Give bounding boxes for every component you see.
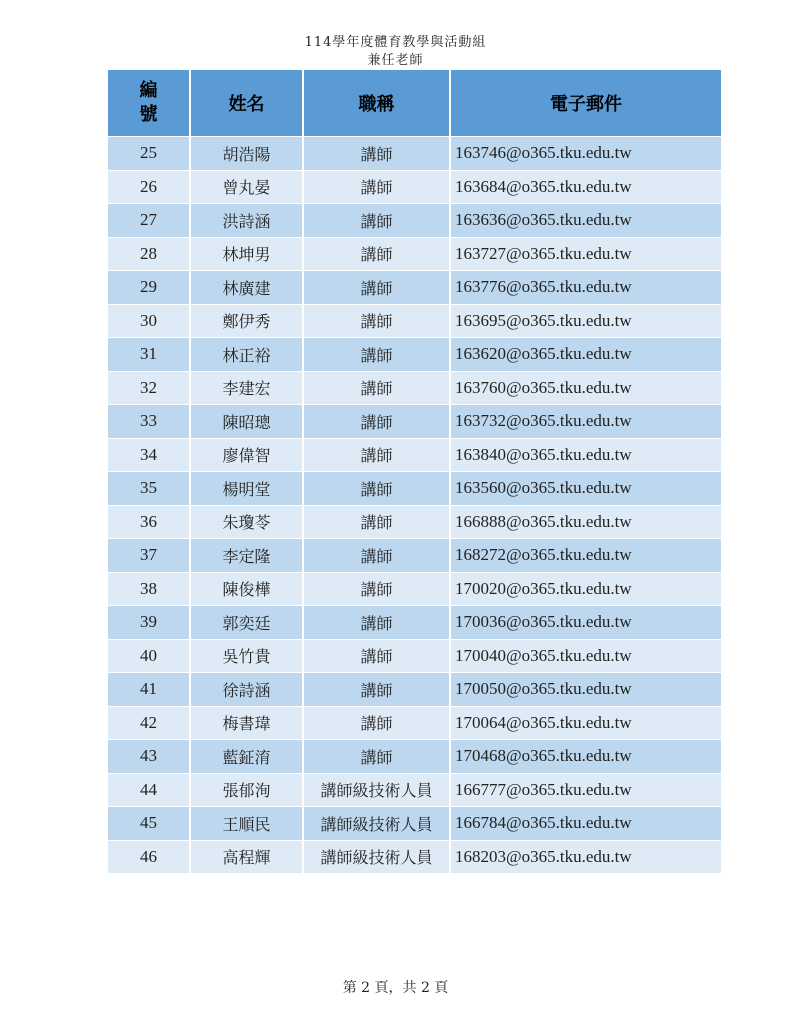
cell-email: 170040@o365.tku.edu.tw <box>450 639 721 673</box>
cell-number: 25 <box>108 137 190 171</box>
cell-name: 胡浩陽 <box>190 137 303 171</box>
table-row <box>108 371 721 405</box>
cell-email: 163695@o365.tku.edu.tw <box>450 304 721 338</box>
table-row <box>108 271 721 305</box>
cell-number: 28 <box>108 237 190 271</box>
cell-email: 163732@o365.tku.edu.tw <box>450 405 721 439</box>
cell-title: 講師 <box>303 170 450 204</box>
cell-number: 27 <box>108 204 190 238</box>
table-row <box>108 304 721 338</box>
cell-name: 陳俊樺 <box>190 572 303 606</box>
cell-name: 藍鉦淯 <box>190 740 303 774</box>
page-number: 第 2 頁，共 2 頁 <box>342 980 449 996</box>
table-row <box>108 639 721 673</box>
table-row <box>108 170 721 204</box>
cell-title: 講師 <box>303 338 450 372</box>
table-row <box>108 137 721 171</box>
table-row <box>108 539 721 573</box>
document-subtitle: 兼任老師 <box>367 53 424 68</box>
cell-number: 34 <box>108 438 190 472</box>
cell-title: 講師 <box>303 237 450 271</box>
cell-email: 163776@o365.tku.edu.tw <box>450 271 721 305</box>
cell-number: 46 <box>108 840 190 873</box>
document-title: 114學年度體育教學與活動組 <box>304 35 487 50</box>
cell-name: 陳昭璁 <box>190 405 303 439</box>
cell-title: 講師 <box>303 438 450 472</box>
cell-title: 講師 <box>303 639 450 673</box>
cell-number: 38 <box>108 572 190 606</box>
cell-title: 講師 <box>303 539 450 573</box>
column-header-title: 職稱 <box>303 70 450 137</box>
table-row <box>108 773 721 807</box>
table-row <box>108 706 721 740</box>
cell-number: 31 <box>108 338 190 372</box>
cell-title: 講師 <box>303 304 450 338</box>
cell-name: 王順民 <box>190 807 303 841</box>
table-row <box>108 840 721 873</box>
cell-number: 43 <box>108 740 190 774</box>
column-header-email: 電子郵件 <box>450 70 721 137</box>
table-row <box>108 204 721 238</box>
cell-title: 講師 <box>303 472 450 506</box>
cell-number: 41 <box>108 673 190 707</box>
cell-number: 42 <box>108 706 190 740</box>
cell-number: 40 <box>108 639 190 673</box>
cell-name: 郭奕廷 <box>190 606 303 640</box>
table-row <box>108 673 721 707</box>
cell-email: 168272@o365.tku.edu.tw <box>450 539 721 573</box>
cell-email: 163684@o365.tku.edu.tw <box>450 170 721 204</box>
cell-email: 170020@o365.tku.edu.tw <box>450 572 721 606</box>
column-header-name: 姓名 <box>190 70 303 137</box>
cell-number: 37 <box>108 539 190 573</box>
cell-title: 講師級技術人員 <box>303 840 450 873</box>
cell-email: 166777@o365.tku.edu.tw <box>450 773 721 807</box>
cell-title: 講師 <box>303 405 450 439</box>
cell-title: 講師級技術人員 <box>303 807 450 841</box>
cell-name: 林正裕 <box>190 338 303 372</box>
cell-email: 170468@o365.tku.edu.tw <box>450 740 721 774</box>
cell-name: 朱瓊苓 <box>190 505 303 539</box>
cell-email: 163636@o365.tku.edu.tw <box>450 204 721 238</box>
table-row <box>108 572 721 606</box>
cell-number: 26 <box>108 170 190 204</box>
cell-title: 講師 <box>303 606 450 640</box>
cell-number: 36 <box>108 505 190 539</box>
cell-name: 廖偉智 <box>190 438 303 472</box>
table-row <box>108 606 721 640</box>
cell-name: 林廣建 <box>190 271 303 305</box>
cell-number: 32 <box>108 371 190 405</box>
table-row <box>108 438 721 472</box>
cell-name: 梅書瑋 <box>190 706 303 740</box>
cell-name: 曾丸晏 <box>190 170 303 204</box>
table-row <box>108 237 721 271</box>
cell-name: 楊明堂 <box>190 472 303 506</box>
cell-title: 講師 <box>303 204 450 238</box>
cell-title: 講師 <box>303 706 450 740</box>
cell-title: 講師 <box>303 740 450 774</box>
cell-title: 講師 <box>303 673 450 707</box>
cell-name: 李建宏 <box>190 371 303 405</box>
table-header-row <box>108 70 721 137</box>
cell-email: 163760@o365.tku.edu.tw <box>450 371 721 405</box>
cell-name: 吳竹貴 <box>190 639 303 673</box>
cell-email: 163620@o365.tku.edu.tw <box>450 338 721 372</box>
cell-title: 講師 <box>303 572 450 606</box>
table-row <box>108 472 721 506</box>
cell-title: 講師級技術人員 <box>303 773 450 807</box>
cell-name: 高程輝 <box>190 840 303 873</box>
cell-number: 45 <box>108 807 190 841</box>
cell-number: 29 <box>108 271 190 305</box>
cell-number: 30 <box>108 304 190 338</box>
cell-email: 170064@o365.tku.edu.tw <box>450 706 721 740</box>
cell-email: 170050@o365.tku.edu.tw <box>450 673 721 707</box>
cell-number: 35 <box>108 472 190 506</box>
table-row <box>108 405 721 439</box>
cell-number: 33 <box>108 405 190 439</box>
cell-email: 166784@o365.tku.edu.tw <box>450 807 721 841</box>
cell-email: 166888@o365.tku.edu.tw <box>450 505 721 539</box>
cell-name: 洪詩涵 <box>190 204 303 238</box>
cell-email: 168203@o365.tku.edu.tw <box>450 840 721 873</box>
cell-email: 170036@o365.tku.edu.tw <box>450 606 721 640</box>
table-row <box>108 338 721 372</box>
table-row <box>108 740 721 774</box>
cell-name: 鄭伊秀 <box>190 304 303 338</box>
cell-title: 講師 <box>303 137 450 171</box>
cell-number: 44 <box>108 773 190 807</box>
cell-name: 林坤男 <box>190 237 303 271</box>
cell-email: 163560@o365.tku.edu.tw <box>450 472 721 506</box>
table-row <box>108 505 721 539</box>
table-row <box>108 807 721 841</box>
column-header-number <box>108 70 190 137</box>
staff-table <box>108 70 721 873</box>
cell-email: 163746@o365.tku.edu.tw <box>450 137 721 171</box>
cell-name: 徐詩涵 <box>190 673 303 707</box>
cell-title: 講師 <box>303 271 450 305</box>
cell-email: 163727@o365.tku.edu.tw <box>450 237 721 271</box>
cell-number: 39 <box>108 606 190 640</box>
cell-name: 李定隆 <box>190 539 303 573</box>
cell-name: 張郁洵 <box>190 773 303 807</box>
cell-title: 講師 <box>303 505 450 539</box>
cell-title: 講師 <box>303 371 450 405</box>
column-header-number-label: 編號 <box>139 80 158 125</box>
cell-email: 163840@o365.tku.edu.tw <box>450 438 721 472</box>
